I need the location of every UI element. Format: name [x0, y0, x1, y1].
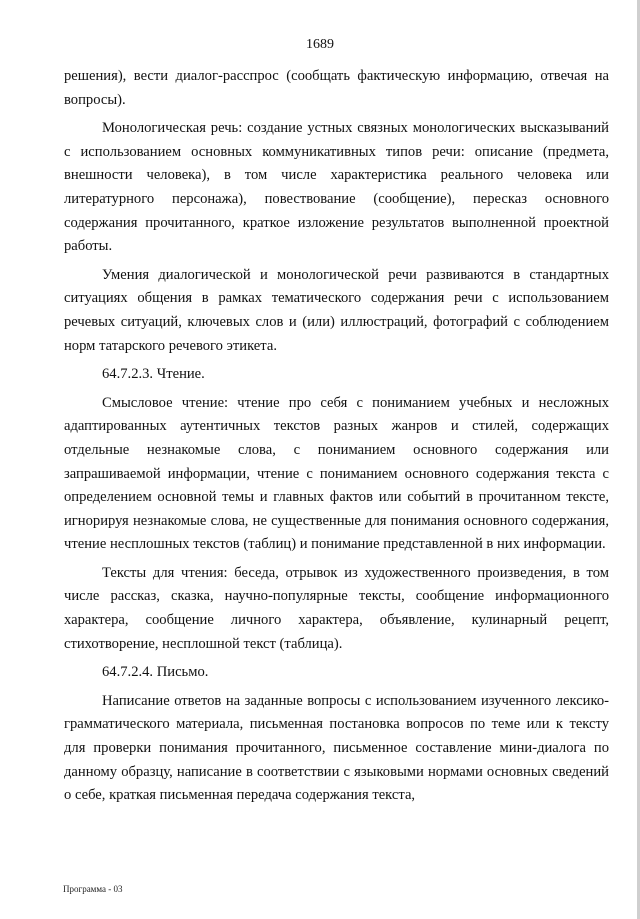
paragraph-speech-skills: Умения диалогической и монологической речи развиваются в стандартных ситуациях общения в рамках тематического содержания речи с использованием речевых ситуаций, ключевых слов и (или) иллюстраций, фотографий с соблюдением норм татарского речевого этикета.	[64, 266, 609, 354]
paragraph-continuation: решения), вести диалог-расспрос (сообщать фактическую информацию, отвечая на вопросы).	[64, 68, 609, 108]
paragraph-monologue-speech: Монологическая речь: создание устных связных монологических высказываний с использованием основных коммуникативных типов речи: описание (предмета, внешности человека), в том числе характеристика реального человека или литературного персонажа), повествование (сообщение), пересказ основного содержания прочитанного, краткое изложение результатов выполненной проектной работы.	[64, 120, 609, 255]
page-footer: Программа - 03	[63, 884, 123, 894]
paragraph-writing: Написание ответов на заданные вопросы с использованием изученного лексико-грамматического материала, письменная постановка вопросов по теме или к тексту для проверки понимания прочитанного, письменное составление мини-диалога по данному образцу, написание в соответствии с языковыми нормами основных сведений о себе, краткая письменная передача содержания текста,	[64, 692, 609, 804]
section-heading-reading: 64.7.2.3. Чтение.	[102, 366, 205, 383]
paragraph-reading-texts: Тексты для чтения: беседа, отрывок из художественного произведения, в том числе рассказ, сказка, научно-популярные тексты, сообщение информационного характера, сообщение личного характера, объявление, кулинарный рецепт, стихотворение, несплошной текст (таблица).	[64, 564, 609, 652]
paragraph-semantic-reading: Смысловое чтение: чтение про себя с пониманием учебных и несложных адаптированных аутентичных текстов разных жанров и стилей, содержащих отдельные незнакомые слова, с пониманием основного содержания или запрашиваемой информации, чтение с пониманием основного содержания текста с определением основной темы и главных фактов или событий в прочитанном тексте, игнорируя незнакомые слова, не существенные для понимания основного содержания, чтение несплошных текстов (таблиц) и понимание представленной в них информации.	[64, 394, 609, 553]
section-heading-writing: 64.7.2.4. Письмо.	[102, 664, 209, 681]
page-number: 1689	[306, 37, 334, 52]
body-text	[64, 65, 609, 813]
